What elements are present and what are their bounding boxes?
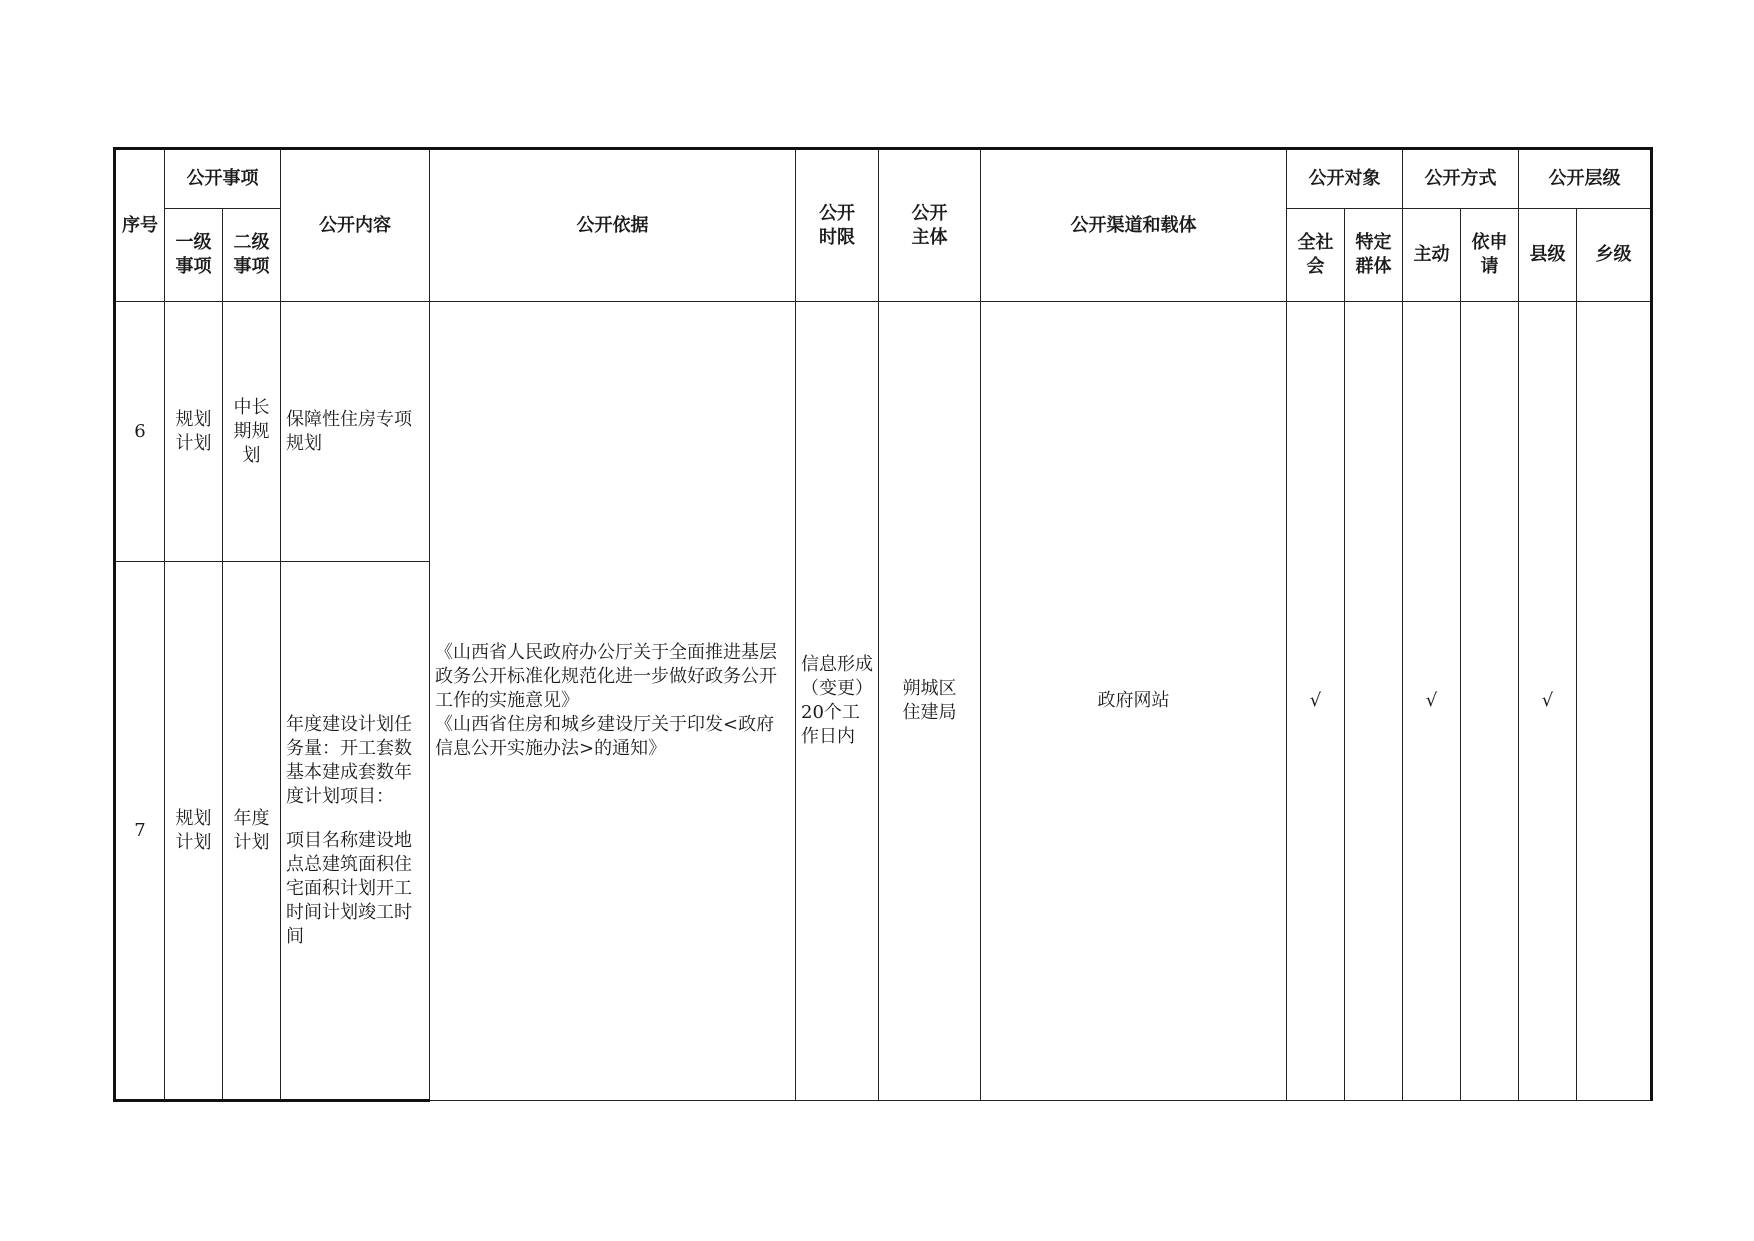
row7-seq: 7 [115,562,165,1101]
header-basis: 公开依据 [430,149,796,302]
check-level-town [1577,302,1652,1101]
check-target-all: √ [1287,302,1345,1101]
disclosure-table [113,147,1653,1102]
row6-level2: 中长 期规 划 [223,302,281,562]
row7-level1: 规划 计划 [165,562,223,1101]
header-method-group: 公开方式 [1403,149,1519,209]
shared-subject: 朔城区住建局 [879,302,981,1101]
header-method-request: 依申 请 [1461,209,1519,302]
check-method-request [1461,302,1519,1101]
row7-level2: 年度 计划 [223,562,281,1101]
row7-content-part2: 项目名称建设地点总建筑面积住宅面积计划开工时间计划竣工时间 [286,829,412,947]
row6-seq: 6 [115,302,165,562]
header-item-group: 公开事项 [165,149,281,209]
row6-content: 保障性住房专项规划 [281,302,430,562]
header-subject: 公开 主体 [879,149,981,302]
header-level1: 一级 事项 [165,209,223,302]
disclosure-table-page [113,147,1650,1099]
header-content: 公开内容 [281,149,430,302]
header-time-limit: 公开 时限 [796,149,879,302]
header-level2: 二级 事项 [223,209,281,302]
header-target-group: 公开对象 [1287,149,1403,209]
check-level-county: √ [1519,302,1577,1101]
header-level-county: 县级 [1519,209,1577,302]
header-seq: 序号 [115,149,165,302]
header-channel: 公开渠道和载体 [981,149,1287,302]
shared-channel: 政府网站 [981,302,1287,1101]
check-target-specific [1345,302,1403,1101]
row7-content-gap [286,809,424,829]
header-level-town: 乡级 [1577,209,1652,302]
check-method-active: √ [1403,302,1461,1101]
shared-time-limit: 信息形成（变更）20个工作日内 [796,302,879,1101]
header-target-all: 全社 会 [1287,209,1345,302]
header-method-active: 主动 [1403,209,1461,302]
header-target-specific: 特定 群体 [1345,209,1403,302]
shared-basis: 《山西省人民政府办公厅关于全面推进基层政务公开标准化规范化进一步做好政务公开工作的实施意见》 《山西省住房和城乡建设厅关于印发<政府信息公开实施办法>的通知》 [430,302,796,1101]
row7-content [281,562,430,1101]
row6-level1: 规划 计划 [165,302,223,562]
header-level-group: 公开层级 [1519,149,1652,209]
row7-content-part1: 年度建设计划任务量：开工套数基本建成套数年度计划项目： [286,713,412,807]
